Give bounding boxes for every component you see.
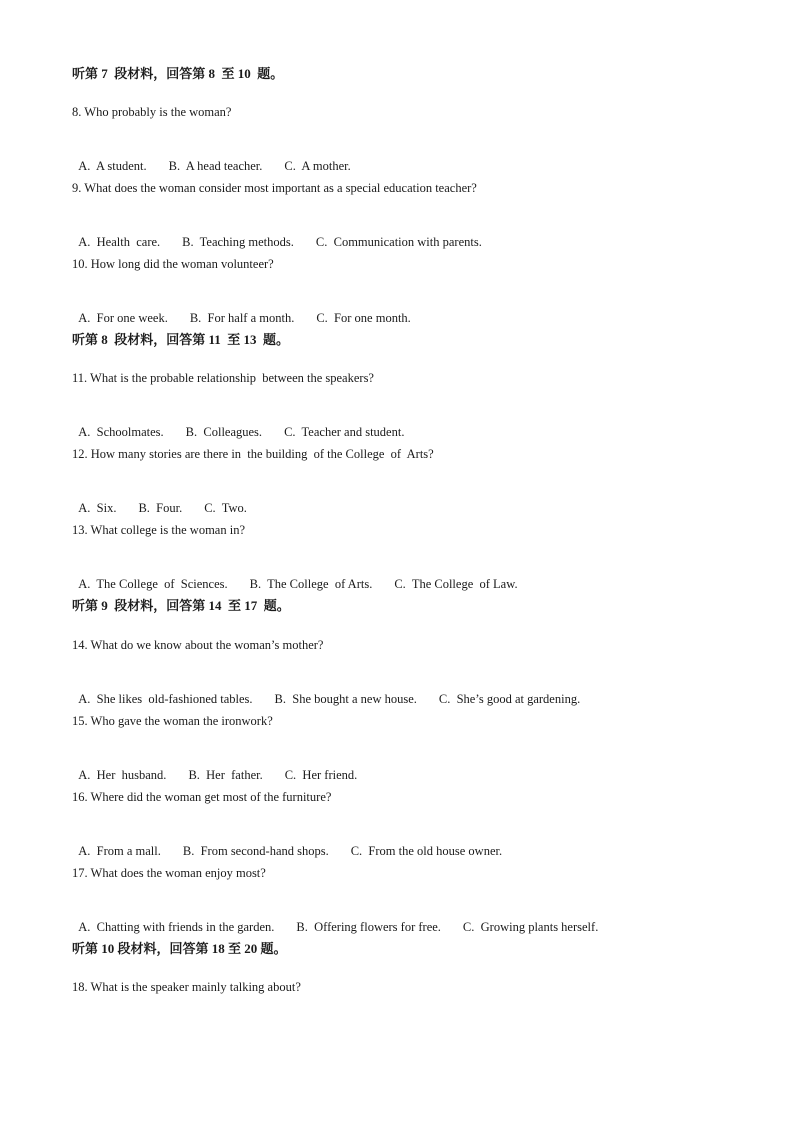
- options-16: [72, 827, 502, 859]
- options-8: [72, 142, 351, 174]
- option-a: A. She likes old-fashioned tables.: [78, 692, 253, 706]
- option-b: B. Colleagues.: [185, 425, 263, 439]
- option-b: B. A head teacher.: [168, 159, 263, 173]
- option-c: C. For one month.: [316, 311, 411, 325]
- option-c: C. Growing plants herself.: [462, 920, 599, 934]
- option-c: C. Teacher and student.: [284, 425, 405, 439]
- options-9: [72, 218, 482, 250]
- option-b: B. From second-hand shops.: [182, 844, 329, 858]
- section-heading-2: 听第 8 段材料，回答第 11 至 13 题。: [72, 332, 290, 347]
- option-a: A. Her husband.: [78, 768, 167, 782]
- question-12: 12. How many stories are there in the building of the College of Arts?: [72, 447, 434, 461]
- question-9: 9. What does the woman consider most important as a special education teacher?: [72, 181, 477, 195]
- option-a: A. From a mall.: [78, 844, 161, 858]
- option-a: A. Six.: [78, 501, 117, 515]
- option-a: A. Health care.: [78, 235, 161, 249]
- options-12: [72, 484, 247, 516]
- options-13: [72, 560, 518, 592]
- options-10: [72, 294, 411, 326]
- section-heading-1: 听第 7 段材料，回答第 8 至 10 题。: [72, 66, 284, 81]
- option-b: B. Teaching methods.: [182, 235, 294, 249]
- options-11: [72, 408, 404, 440]
- option-c: C. The College of Law.: [394, 577, 518, 591]
- option-a: A. Chatting with friends in the garden.: [78, 920, 275, 934]
- section-heading-3: 听第 9 段材料，回答第 14 至 17 题。: [72, 598, 290, 613]
- question-8: 8. Who probably is the woman?: [72, 105, 232, 119]
- option-c: C. Her friend.: [284, 768, 358, 782]
- option-b: B. Offering flowers for free.: [296, 920, 441, 934]
- question-11: 11. What is the probable relationship between the speakers?: [72, 371, 374, 385]
- option-c: C. Communication with parents.: [315, 235, 482, 249]
- question-15: 15. Who gave the woman the ironwork?: [72, 714, 273, 728]
- option-b: B. Her father.: [188, 768, 263, 782]
- options-14: [72, 675, 580, 707]
- question-18: 18. What is the speaker mainly talking about?: [72, 980, 301, 994]
- question-14: 14. What do we know about the woman’s mother?: [72, 638, 324, 652]
- options-15: [72, 751, 357, 783]
- option-c: C. Two.: [204, 501, 247, 515]
- option-a: A. The College of Sciences.: [78, 577, 228, 591]
- section-heading-4: 听第 10 段材料，回答第 18 至 20 题。: [72, 941, 287, 956]
- option-b: B. For half a month.: [189, 311, 295, 325]
- option-b: B. The College of Arts.: [249, 577, 373, 591]
- options-17: [72, 903, 598, 935]
- option-a: A. Schoolmates.: [78, 425, 164, 439]
- question-13: 13. What college is the woman in?: [72, 523, 245, 537]
- option-a: A. A student.: [78, 159, 147, 173]
- option-c: C. She’s good at gardening.: [438, 692, 581, 706]
- question-17: 17. What does the woman enjoy most?: [72, 866, 266, 880]
- question-16: 16. Where did the woman get most of the furniture?: [72, 790, 332, 804]
- option-a: A. For one week.: [78, 311, 168, 325]
- option-c: C. A mother.: [284, 159, 351, 173]
- option-b: B. Four.: [138, 501, 183, 515]
- option-c: C. From the old house owner.: [350, 844, 503, 858]
- option-b: B. She bought a new house.: [274, 692, 417, 706]
- question-10: 10. How long did the woman volunteer?: [72, 257, 274, 271]
